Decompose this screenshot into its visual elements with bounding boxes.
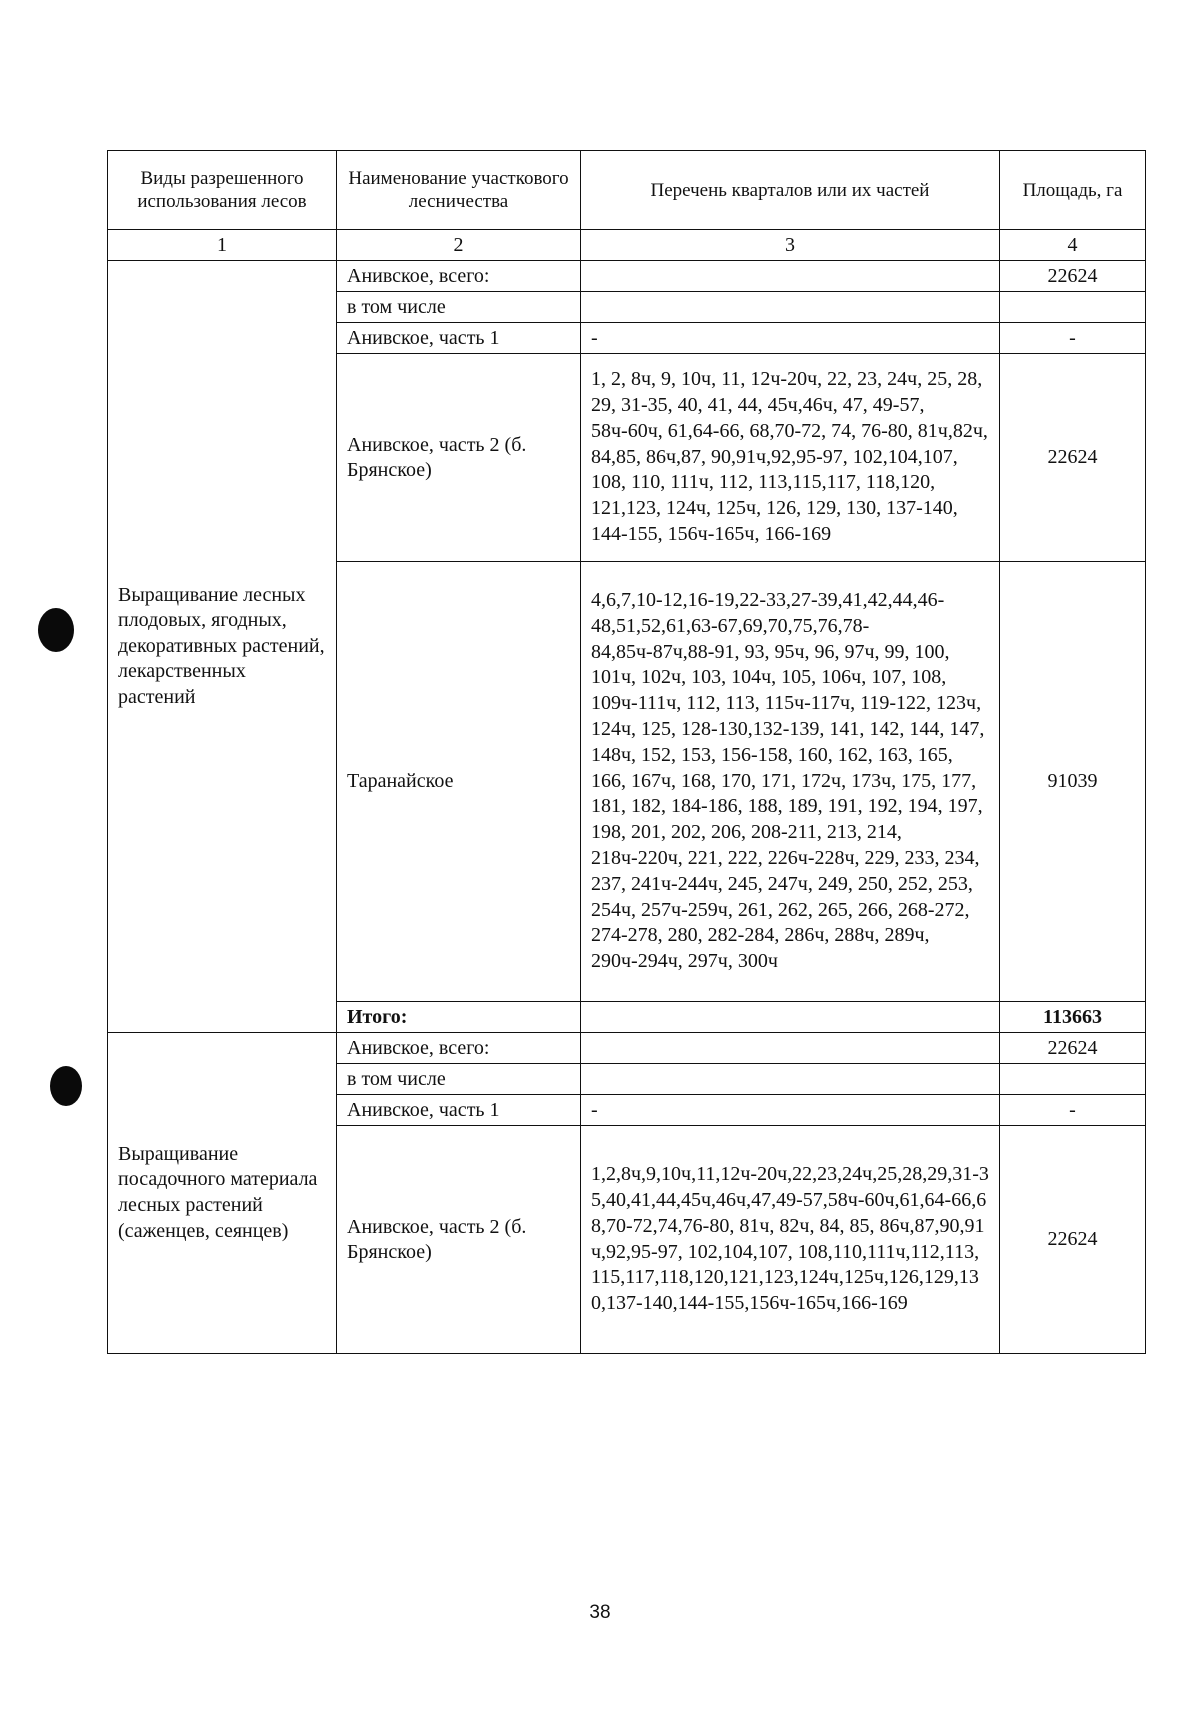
quarters-list [581,261,1000,292]
punch-hole [38,608,74,652]
column-number: 1 [108,230,337,261]
area-value [1000,292,1146,323]
forestry-name: в том числе [337,292,581,323]
column-number: 2 [337,230,581,261]
header-row [108,151,1146,230]
quarters-list [581,1064,1000,1095]
area-value: 22624 [1000,1126,1146,1354]
forestry-name: Таранайское [337,562,581,1002]
total-label: Итого: [337,1002,581,1033]
quarters-list: 1, 2, 8ч, 9, 10ч, 11, 12ч-20ч, 22, 23, 24ч, 25, 28, 29, 31-35, 40, 41, 44, 45ч,46ч, 47, 49-57, 58ч-60ч, 61,64-66, 68,70-72, 74, 76-80, 81ч,82ч, 84,85, 86ч,87, 90,91ч,92,95-97, 102,104,107, 108, 110, 111ч, 112, 113,115,117, 118,120, 121,123, 124ч, 125ч, 126, 129, 130, 137-140, 144-155, 156ч-165ч, 166-169 [581,354,1000,562]
page-number: 38 [589,1602,611,1623]
area-value: - [1000,323,1146,354]
use-type-cell: Выращивание лесных плодовых, ягодных, декоративных растений, лекарственных растений [108,261,337,1033]
area-value: - [1000,1095,1146,1126]
quarters-list [581,292,1000,323]
area-value: 91039 [1000,562,1146,1002]
column-number-row [108,230,1146,261]
quarters-list: 1,2,8ч,9,10ч,11,12ч-20ч,22,23,24ч,25,28,29,31-35,40,41,44,45ч,46ч,47,49-57,58ч-60ч,61,64-66,68,70-72,74,76-80, 81ч, 82ч, 84, 85, 86ч,87,90,91ч,92,95-97, 102,104,107, 108,110,111ч,112,113,115,117,118,120,121,123,124ч,125ч,126,129,130,137-140,144-155,156ч-165ч,166-169 [581,1126,1000,1354]
table-row [108,261,1146,292]
header-use-type: Виды разрешенного использования лесов [108,151,337,230]
forestry-name: Анивское, всего: [337,261,581,292]
quarters-list: 4,6,7,10-12,16-19,22-33,27-39,41,42,44,46-48,51,52,61,63-67,69,70,75,76,78-84,85ч-87ч,88-91, 93, 95ч, 96, 97ч, 99, 100, 101ч, 102ч, 103, 104ч, 105, 106ч, 107, 108, 109ч-111ч, 112, 113, 115ч-117ч, 119-122, 123ч, 124ч, 125, 128-130,132-139, 141, 142, 144, 147, 148ч, 152, 153, 156-158, 160, 162, 163, 165, 166, 167ч, 168, 170, 171, 172ч, 173ч, 175, 177, 181, 182, 184-186, 188, 189, 191, 192, 194, 197, 198, 201, 202, 206, 208-211, 213, 214, 218ч-220ч, 221, 222, 226ч-228ч, 229, 233, 234, 237, 241ч-244ч, 245, 247ч, 249, 250, 252, 253, 254ч, 257ч-259ч, 261, 262, 265, 266, 268-272, 274-278, 280, 282-284, 286ч, 288ч, 289ч, 290ч-294ч, 297ч, 300ч [581,562,1000,1002]
area-value: 22624 [1000,1033,1146,1064]
area-value: 22624 [1000,261,1146,292]
punch-hole [50,1066,82,1106]
header-area: Площадь, га [1000,151,1146,230]
forestry-name: Анивское, часть 2 (б. Брянское) [337,1126,581,1354]
quarters-list: - [581,1095,1000,1126]
table-row [108,1033,1146,1064]
forestry-name: Анивское, часть 1 [337,323,581,354]
area-value [1000,1064,1146,1095]
quarters-list [581,1033,1000,1064]
header-quarters: Перечень кварталов или их частей [581,151,1000,230]
quarters-list: - [581,323,1000,354]
column-number: 3 [581,230,1000,261]
forestry-name: Анивское, часть 1 [337,1095,581,1126]
column-number: 4 [1000,230,1146,261]
quarters-list [581,1002,1000,1033]
forest-use-table [107,150,1146,1354]
forestry-name: Анивское, всего: [337,1033,581,1064]
forestry-name: Анивское, часть 2 (б. Брянское) [337,354,581,562]
use-type-cell: Выращивание посадочного материала лесных растений (саженцев, сеянцев) [108,1033,337,1354]
area-value: 22624 [1000,354,1146,562]
forestry-name: в том числе [337,1064,581,1095]
total-area: 113663 [1000,1002,1146,1033]
header-forestry-name: Наименование участкового лесничества [337,151,581,230]
